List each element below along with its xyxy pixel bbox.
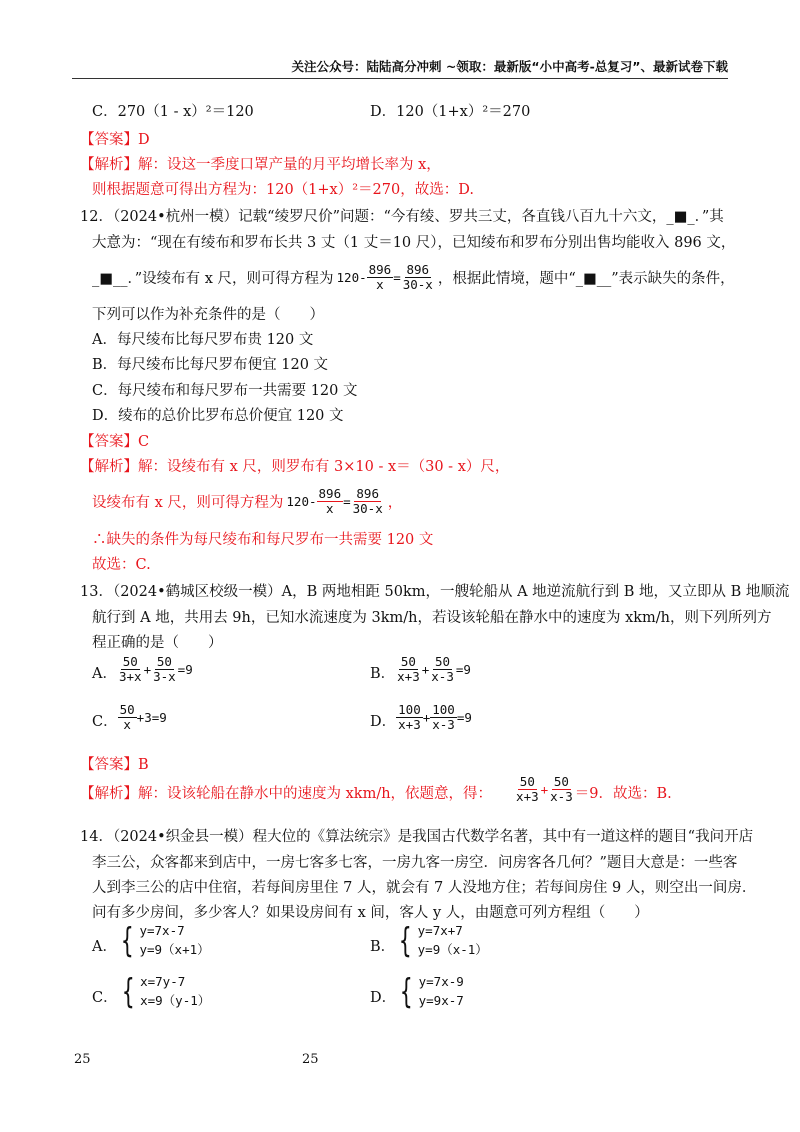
- frac-an2: [548, 775, 575, 805]
- page-number-center: 25: [302, 1052, 319, 1067]
- d-num-1: 100: [398, 702, 421, 717]
- q13-option-d: [370, 703, 472, 733]
- q12-analysis-equation: [286, 487, 384, 517]
- q12-equation: [337, 263, 435, 293]
- q14-stem-1: 14．（2024•织金县一模）程大位的《算法统宗》是我国古代数学名著，其中有一道这样的题目“我问开店: [80, 829, 754, 845]
- q12-stem-3a: _■__．”设绫布有 x 尺，则可得方程为: [92, 271, 334, 288]
- an-den-2: x-3: [550, 789, 573, 805]
- q13-option-c-expr: [118, 703, 167, 733]
- q14-option-c-label: C．: [92, 989, 118, 1006]
- frac-b1: [395, 655, 422, 685]
- q13-analysis-b: ＝9．故选：B.: [574, 785, 672, 802]
- q14-stem-2: 李三公，众客都来到店中，一房七客多七客，一房九客一房空．问房客各几何？”题目大意是：一些客: [92, 855, 738, 871]
- sys-d-line-2: y=9x-7: [418, 992, 464, 1008]
- c-num-1: 50: [119, 702, 135, 717]
- an-eq-den-2: 30-x: [352, 501, 383, 517]
- sys-c-line-2: x=9（y-1）: [140, 992, 211, 1008]
- brace-a: {: [121, 920, 134, 961]
- q11-option-d: D．120（1+x）²＝270: [370, 104, 531, 120]
- q14-option-b: [370, 922, 488, 960]
- q13-option-c: [92, 703, 167, 733]
- q13-option-b: [370, 655, 471, 685]
- page-header: 关注公众号：陆陆高分冲刺 ~领取：最新版“小中高考-总复习”、最新试卷下载: [291, 59, 728, 74]
- b-num-2: 50: [435, 654, 451, 669]
- q13-option-a-expr: [117, 655, 193, 685]
- sys-b-line-1: y=7x+7: [417, 923, 463, 938]
- sys-c-line-1: x=7y-7: [140, 974, 186, 989]
- q13-option-a: [92, 655, 193, 685]
- q12-analysis-1: 【解析】解：设绫布有 x 尺，则罗布有 3×10 - x＝（30 - x）尺，: [80, 459, 510, 475]
- an-eq-lead: 120-: [286, 494, 317, 510]
- eq-den-2: 30-x: [402, 277, 433, 293]
- sys-a-line-2: y=9（x+1）: [139, 941, 210, 957]
- brace-b: {: [399, 920, 412, 961]
- a-rhs: =9: [177, 662, 193, 678]
- q14-system-c: [118, 973, 211, 1011]
- q14-system-a: [117, 922, 210, 960]
- q14-system-d: [396, 973, 464, 1011]
- page-number-left: 25: [74, 1052, 91, 1067]
- q13-option-d-label: D．: [370, 713, 397, 730]
- frac-b2: [429, 655, 456, 685]
- q12-stem-3b: ，根据此情境，题中“_■__”表示缺失的条件，: [437, 271, 735, 288]
- frac-an1: [514, 775, 541, 805]
- frac-d1: [396, 703, 423, 733]
- q14-option-a-label: A．: [92, 938, 117, 955]
- q14-option-d-label: D．: [370, 989, 397, 1006]
- q13-analysis-a: 【解析】解：设该轮船在静水中的速度为 xkm/h，依题意，得：: [80, 785, 493, 802]
- eq-lead: 120-: [336, 270, 367, 286]
- frac-c1: [118, 703, 137, 733]
- an-num-1: 50: [519, 774, 535, 789]
- q12-stem-2: 大意为：“现在有绫布和罗布长共 3 丈（1 丈＝10 尺），已知绫布和罗布分别出售均能收入 896 文，: [92, 235, 736, 251]
- q12-stem-4: 下列可以作为补充条件的是（ ）: [92, 307, 324, 323]
- a-num-2: 50: [156, 654, 172, 669]
- q12-stem-3: [92, 263, 735, 293]
- q12-analysis-4: 故选：C.: [92, 557, 151, 573]
- c-den-1: x: [123, 717, 131, 733]
- q11-answer: 【答案】D: [80, 132, 150, 148]
- an-eq-equals: =: [343, 494, 351, 510]
- d-den-1: x+3: [398, 717, 421, 733]
- d-op: +: [422, 710, 431, 726]
- sys-a-line-1: y=7x-7: [139, 923, 185, 938]
- eq-num-1: 896: [368, 262, 392, 277]
- q12-option-b: B．每尺绫布比每尺罗布便宜 120 文: [92, 357, 329, 373]
- q13-stem-3: 程正确的是（ ）: [92, 635, 223, 651]
- q13-stem-2: 航行到 A 地，共用去 9h，已知水流速度为 3km/h，若设该轮船在静水中的速度为 xkm/h，则下列所列方: [92, 610, 772, 626]
- an-eq-num-1: 896: [318, 486, 342, 501]
- b-num-1: 50: [400, 654, 416, 669]
- q14-option-a: [92, 922, 210, 960]
- a-op: +: [143, 662, 152, 678]
- eq-frac-2: [401, 263, 435, 293]
- q13-option-b-expr: [395, 655, 471, 685]
- q12-stem-1: 12．（2024•杭州一模）记载“绫罗尺价”问题：“今有绫、罗共三丈，各直钱八百九十六文，_■_．”其: [80, 209, 724, 225]
- q14-option-d: [370, 973, 464, 1011]
- an-num-2: 50: [553, 774, 569, 789]
- q13-option-b-label: B．: [370, 665, 396, 682]
- frac-a1: [117, 655, 144, 685]
- an-eq-frac-1: [317, 487, 344, 517]
- b-op: +: [421, 662, 430, 678]
- sys-b-line-2: y=9（x-1）: [417, 941, 488, 957]
- q12-option-c: C．每尺绫布和每尺罗布一共需要 120 文: [92, 383, 358, 399]
- q13-stem-1: 13．（2024•鹤城区校级一模）A，B 两地相距 50km，一艘轮船从 A 地逆流航行到 B 地，又立即从 B 地顺流: [80, 584, 790, 600]
- an-eq-frac-2: [351, 487, 385, 517]
- eq-num-2: 896: [406, 262, 430, 277]
- q12-analysis-2a: 设绫布有 x 尺，则可得方程为: [92, 495, 284, 512]
- q11-analysis-1: 【解析】解：设这一季度口罩产量的月平均增长率为 x，: [80, 157, 441, 173]
- q13-option-c-label: C．: [92, 713, 118, 730]
- q14-option-b-label: B．: [370, 938, 396, 955]
- q13-analysis-expr: [514, 775, 575, 805]
- q13-answer: 【答案】B: [80, 757, 149, 773]
- q12-answer: 【答案】C: [80, 434, 150, 450]
- a-num-1: 50: [122, 654, 138, 669]
- an-op: +: [540, 782, 549, 798]
- q13-option-a-label: A．: [92, 665, 117, 682]
- q12-analysis-3: ∴缺失的条件为每尺绫布和每尺罗布一共需要 120 文: [92, 532, 434, 548]
- d-rhs: =9: [456, 710, 472, 726]
- q11-option-c: C．270（1 - x）²＝120: [92, 104, 254, 120]
- eq-frac-1: [367, 263, 394, 293]
- b-rhs: =9: [455, 662, 471, 678]
- d-num-2: 100: [432, 702, 455, 717]
- q13-option-d-expr: [396, 703, 472, 733]
- eq-equals: =: [393, 270, 401, 286]
- a-den-1: 3+x: [118, 669, 142, 685]
- frac-a2: [151, 655, 178, 685]
- a-den-2: 3-x: [153, 669, 176, 685]
- q12-option-a: A．每尺绫布比每尺罗布贵 120 文: [92, 332, 314, 348]
- brace-d: {: [400, 971, 413, 1012]
- brace-c: {: [121, 971, 134, 1012]
- header-rule: [72, 78, 728, 79]
- an-eq-num-2: 896: [356, 486, 379, 501]
- d-den-2: x-3: [432, 717, 455, 733]
- an-den-1: x+3: [516, 789, 539, 805]
- q14-system-b: [395, 922, 488, 960]
- q12-analysis-2b: ，: [387, 495, 403, 512]
- b-den-2: x-3: [431, 669, 454, 685]
- q11-analysis-2: 则根据题意可得出方程为：120（1+x）²＝270，故选：D.: [92, 182, 474, 198]
- sys-d-line-1: y=7x-9: [418, 974, 464, 989]
- q14-option-c: [92, 973, 210, 1011]
- c-rhs: +3=9: [136, 710, 167, 726]
- q13-analysis: [80, 775, 672, 805]
- eq-den-1: x: [376, 277, 384, 293]
- q12-option-d: D．绫布的总价比罗布总价便宜 120 文: [92, 408, 344, 424]
- an-eq-den-1: x: [326, 501, 334, 517]
- b-den-1: x+3: [397, 669, 420, 685]
- q12-analysis-2: [92, 487, 402, 517]
- frac-d2: [430, 703, 457, 733]
- q14-stem-3: 人到李三公的店中住宿，若每间房里住 7 人，就会有 7 人没地方住；若每间房住 9 人，则空出一间房．: [92, 880, 757, 896]
- q14-stem-4: 问有多少房间，多少客人？如果设房间有 x 间，客人 y 人，由题意可列方程组（ ）: [92, 905, 649, 921]
